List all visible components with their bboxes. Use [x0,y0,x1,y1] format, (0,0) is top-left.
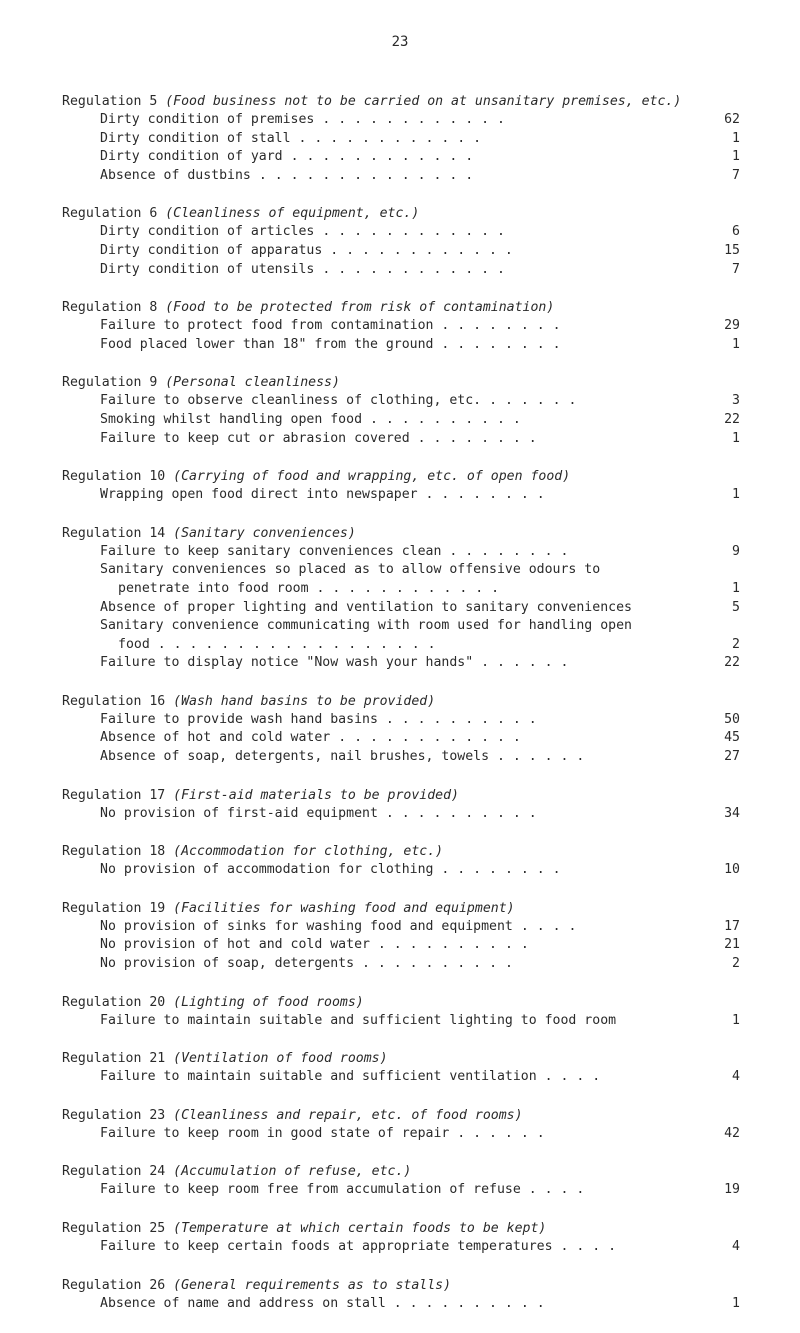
leader-dots: . . . . . . [457,1125,545,1141]
regulation-number: Regulation 9 [62,375,158,391]
offence-description [100,486,692,505]
offence-description [100,111,692,130]
offence-count: 15 [724,242,740,258]
offence-row [62,805,742,824]
leader-dots: . . . . [520,918,577,934]
offence-row [62,261,742,280]
offence-row [62,955,742,974]
regulation-number: Regulation 16 [62,693,166,709]
leader-dots: . . . . . . . . . . . . [338,730,521,746]
offence-description [100,1068,692,1087]
offence-text: Failure to keep sanitary conveniences clean [100,543,442,559]
offence-text: Failure to observe cleanliness of clothing, etc. [100,393,482,409]
regulation-section [62,843,742,880]
offence-count: 1 [732,430,740,446]
offence-row [62,861,742,880]
regulation-section [62,900,742,974]
regulation-heading [62,525,742,543]
offence-row [62,317,742,336]
offence-text: Absence of proper lighting and ventilation to sanitary conveniences [100,599,632,615]
leader-dots: . . . . . . . . . . . . . . . . . . [157,636,436,652]
offence-count: 10 [724,862,740,878]
offence-text: No provision of soap, detergents [100,956,355,972]
page-number: 23 [391,34,409,50]
offence-count: 42 [724,1125,740,1141]
regulation-title: (General requirements as to stalls) [173,1277,452,1293]
offence-description [100,242,692,261]
offence-row [62,918,742,937]
offence-text: No provision of first-aid equipment [100,805,378,821]
offence-row [62,561,742,598]
offence-description [100,617,692,654]
offence-text: Failure to display notice "Now wash your hands" [100,655,474,671]
offence-row [62,130,742,149]
offence-row [62,1238,742,1257]
regulation-title: (Accommodation for clothing, etc.) [173,844,444,860]
offence-count: 1 [732,149,740,165]
offence-row [62,543,742,562]
offence-row [62,1125,742,1144]
regulation-section [62,1107,742,1144]
regulation-title: (Ventilation of food rooms) [173,1051,388,1067]
offence-text-line2: food [118,636,150,652]
offence-count: 2 [732,636,740,652]
offence-description [100,1295,692,1314]
offence-count: 9 [732,543,740,559]
regulation-heading [62,1050,742,1068]
offence-row [62,729,742,748]
offence-count: 62 [724,112,740,127]
offence-row [62,1068,742,1087]
regulation-title: (Food business not to be carried on at unsanitary premises, etc.) [165,94,682,109]
offence-text: Failure to keep room free from accumulation of refuse [100,1182,521,1198]
offence-text: Dirty condition of stall [100,130,291,146]
regulation-title: (Personal cleanliness) [165,375,340,391]
regulation-title: (Facilities for washing food and equipment) [173,900,515,916]
regulation-title: (Accumulation of refuse, etc.) [173,1164,412,1180]
offence-row [62,936,742,955]
offence-text: Failure to provide wash hand basins [100,711,378,727]
leader-dots: . . . . . . . . . . . . . . [258,167,474,183]
leader-dots: . . . . . . . . . . [385,805,537,821]
offence-description [100,317,692,336]
regulation-heading [62,299,742,317]
offence-text: No provision of sinks for washing food and equipment [100,918,513,934]
offence-description [100,336,692,355]
offence-text: Dirty condition of apparatus [100,242,323,258]
offence-text: Food placed lower than 18" from the ground [100,336,434,352]
offence-count: 4 [732,1069,740,1085]
offence-text: No provision of accommodation for clothing [100,862,434,878]
regulation-heading [62,900,742,918]
regulation-section [62,1050,742,1087]
offence-row [62,599,742,618]
offence-row [62,748,742,767]
offence-text: Failure to keep certain foods at appropriate temperatures [100,1239,553,1254]
offence-count: 19 [724,1182,740,1198]
offence-description [100,167,692,186]
regulation-heading [62,787,742,805]
leader-dots: . . . . . . . . [425,487,545,503]
offence-row [62,111,742,130]
offence-text: Failure to maintain suitable and sufficient lighting to food room [100,1012,617,1028]
regulation-heading [62,374,742,392]
regulation-title: (Cleanliness of equipment, etc.) [165,206,420,222]
leader-dots: . . . . . . [481,655,569,671]
regulation-title: (First-aid materials to be provided) [173,787,459,803]
regulation-number: Regulation 8 [62,300,158,316]
offence-row [62,392,742,411]
offence-text: Dirty condition of utensils [100,261,315,277]
regulation-heading [62,93,742,111]
offence-row [62,654,742,673]
offence-text-line2: penetrate into food room [118,580,309,596]
leader-dots: . . . . . . . . . . . . [290,149,474,165]
offence-text-continued [100,580,692,599]
regulation-heading [62,1163,742,1181]
regulation-heading [62,693,742,711]
offence-row [62,1012,742,1031]
regulation-heading [62,1107,742,1125]
regulation-number: Regulation 24 [62,1164,166,1180]
offence-row [62,242,742,261]
leader-dots: . . . . . . . . . . [385,711,537,727]
offence-text: Absence of dustbins [100,167,251,183]
leader-dots: . . . . . . . . . . . . [298,130,482,146]
regulation-number: Regulation 14 [62,525,166,541]
leader-dots: . . . . . . . . . . [393,1295,545,1311]
offence-text: Wrapping open food direct into newspaper [100,487,418,503]
offence-text-continued [100,636,692,655]
offence-count: 27 [724,749,740,765]
offence-description [100,805,692,824]
offence-count: 2 [732,956,740,972]
offence-description [100,918,692,937]
regulation-number: Regulation 26 [62,1277,166,1293]
offence-row [62,411,742,430]
offence-description [100,1238,692,1257]
offence-description [100,936,692,955]
offence-count: 1 [732,1012,740,1028]
offence-text: Smoking whilst handling open food [100,411,363,427]
regulation-section [62,693,742,767]
offence-row [62,711,742,730]
offence-count: 45 [724,730,740,746]
regulation-heading [62,843,742,861]
leader-dots: . . . . . . . . [417,430,537,446]
offence-count: 5 [732,599,740,615]
offence-text: Failure to protect food from contamination [100,318,434,334]
offence-count: 1 [732,336,740,352]
offence-count: 1 [732,487,740,503]
regulation-title: (Food to be protected from risk of contamination) [165,300,555,316]
offence-text: Failure to maintain suitable and sufficient ventilation [100,1069,537,1085]
offence-description [100,1181,692,1200]
leader-dots: . . . . . . . . . . . . [316,580,500,596]
offence-count: 4 [732,1239,740,1254]
offence-description [100,430,692,449]
regulation-title: (Cleanliness and repair, etc. of food rooms) [173,1107,523,1123]
regulation-title: (Wash hand basins to be provided) [173,693,436,709]
regulation-section [62,93,742,185]
offence-count: 6 [732,224,740,240]
offence-text: Dirty condition of premises [100,112,315,127]
regulation-title: (Sanitary conveniences) [173,525,356,541]
leader-dots: . . . . . . . . . . [377,937,529,953]
offence-text: Failure to keep cut or abrasion covered [100,430,410,446]
offence-text: No provision of hot and cold water [100,937,370,953]
offence-count: 21 [724,937,740,953]
offence-description [100,861,692,880]
offence-text: Failure to keep room in good state of repair [100,1125,450,1141]
offence-count: 17 [724,918,740,934]
offence-description [100,543,692,562]
regulation-heading [62,1277,742,1295]
regulation-section [62,787,742,824]
offence-count: 22 [724,411,740,427]
offence-description [100,1125,692,1144]
offence-count: 1 [732,130,740,146]
regulation-heading [62,205,742,223]
offence-description [100,392,692,411]
leader-dots: . . . . . . . . . . . . [322,224,505,240]
offence-count: 1 [732,580,740,596]
leader-dots: . . . . . . . . [441,318,561,334]
offence-description [100,748,692,767]
regulation-title: (Lighting of food rooms) [173,994,364,1010]
offence-count: 22 [724,655,740,671]
regulation-section [62,525,742,673]
offence-description [100,261,692,280]
regulation-section [62,994,742,1031]
leader-dots: . . . . . . [489,393,577,409]
leader-dots: . . . . . . . . . . . . [322,112,505,127]
offence-row [62,223,742,242]
leader-dots: . . . . . . . . [441,336,561,352]
offence-count: 34 [724,805,740,821]
offence-row [62,336,742,355]
regulation-section [62,205,742,279]
offence-text: Absence of hot and cold water [100,730,331,746]
regulation-number: Regulation 20 [62,994,166,1010]
offence-description [100,411,692,430]
offence-description [100,711,692,730]
offence-count: 7 [732,167,740,183]
regulation-heading [62,994,742,1012]
leader-dots: . . . . . . . . . . . . [330,242,513,258]
regulation-number: Regulation 19 [62,900,166,916]
regulation-title: (Temperature at which certain foods to be kept) [173,1221,547,1236]
offence-description [100,223,692,242]
regulation-heading [62,1220,742,1238]
leader-dots: . . . . [528,1182,585,1198]
offence-row [62,1181,742,1200]
offence-description [100,148,692,167]
offence-description [100,955,692,974]
offence-description [100,1012,692,1031]
offence-description [100,130,692,149]
regulation-number: Regulation 6 [62,206,158,222]
offence-text: Absence of soap, detergents, nail brushes, towels [100,749,490,765]
offence-count: 1 [732,1295,740,1311]
regulation-number: Regulation 25 [62,1221,166,1236]
regulation-number: Regulation 10 [62,469,166,485]
regulation-section [62,468,742,505]
offence-row [62,617,742,654]
offence-count: 50 [724,711,740,727]
regulation-section [62,1163,742,1200]
offence-row [62,148,742,167]
leader-dots: . . . . [560,1239,617,1254]
regulation-section [62,1220,742,1257]
offence-description [100,599,692,618]
offence-count: 29 [724,318,740,334]
leader-dots: . . . . . . [497,749,585,765]
leader-dots: . . . . . . . . . . . . [322,261,505,277]
offence-description [100,561,692,598]
leader-dots: . . . . [544,1069,601,1085]
offence-count: 3 [732,393,740,409]
regulation-section [62,299,742,354]
regulation-number: Regulation 18 [62,844,166,860]
regulation-section [62,1277,742,1314]
regulation-title: (Carrying of food and wrapping, etc. of open food) [173,469,571,485]
offence-row [62,167,742,186]
regulation-number: Regulation 21 [62,1051,166,1067]
regulation-number: Regulation 23 [62,1107,166,1123]
regulation-section [62,374,742,448]
leader-dots: . . . . . . . . . . [369,411,521,427]
regulation-heading [62,468,742,486]
offence-description [100,729,692,748]
regulation-number: Regulation 17 [62,787,166,803]
offence-row [62,486,742,505]
offence-count: 7 [732,261,740,277]
offence-row [62,1295,742,1314]
offence-text: Dirty condition of yard [100,149,283,165]
regulation-number: Regulation 5 [62,94,158,109]
offence-text: Absence of name and address on stall [100,1295,386,1311]
leader-dots: . . . . . . . . . . [362,956,513,972]
offence-text: Dirty condition of articles [100,224,315,240]
offence-row [62,430,742,449]
offence-text: Sanitary conveniences so placed as to allow offensive odours to [100,562,601,578]
offence-description [100,654,692,673]
leader-dots: . . . . . . . . [441,862,561,878]
regulations-list [62,93,742,1333]
leader-dots: . . . . . . . . [449,543,569,559]
offence-text: Sanitary convenience communicating with room used for handling open [100,618,632,634]
